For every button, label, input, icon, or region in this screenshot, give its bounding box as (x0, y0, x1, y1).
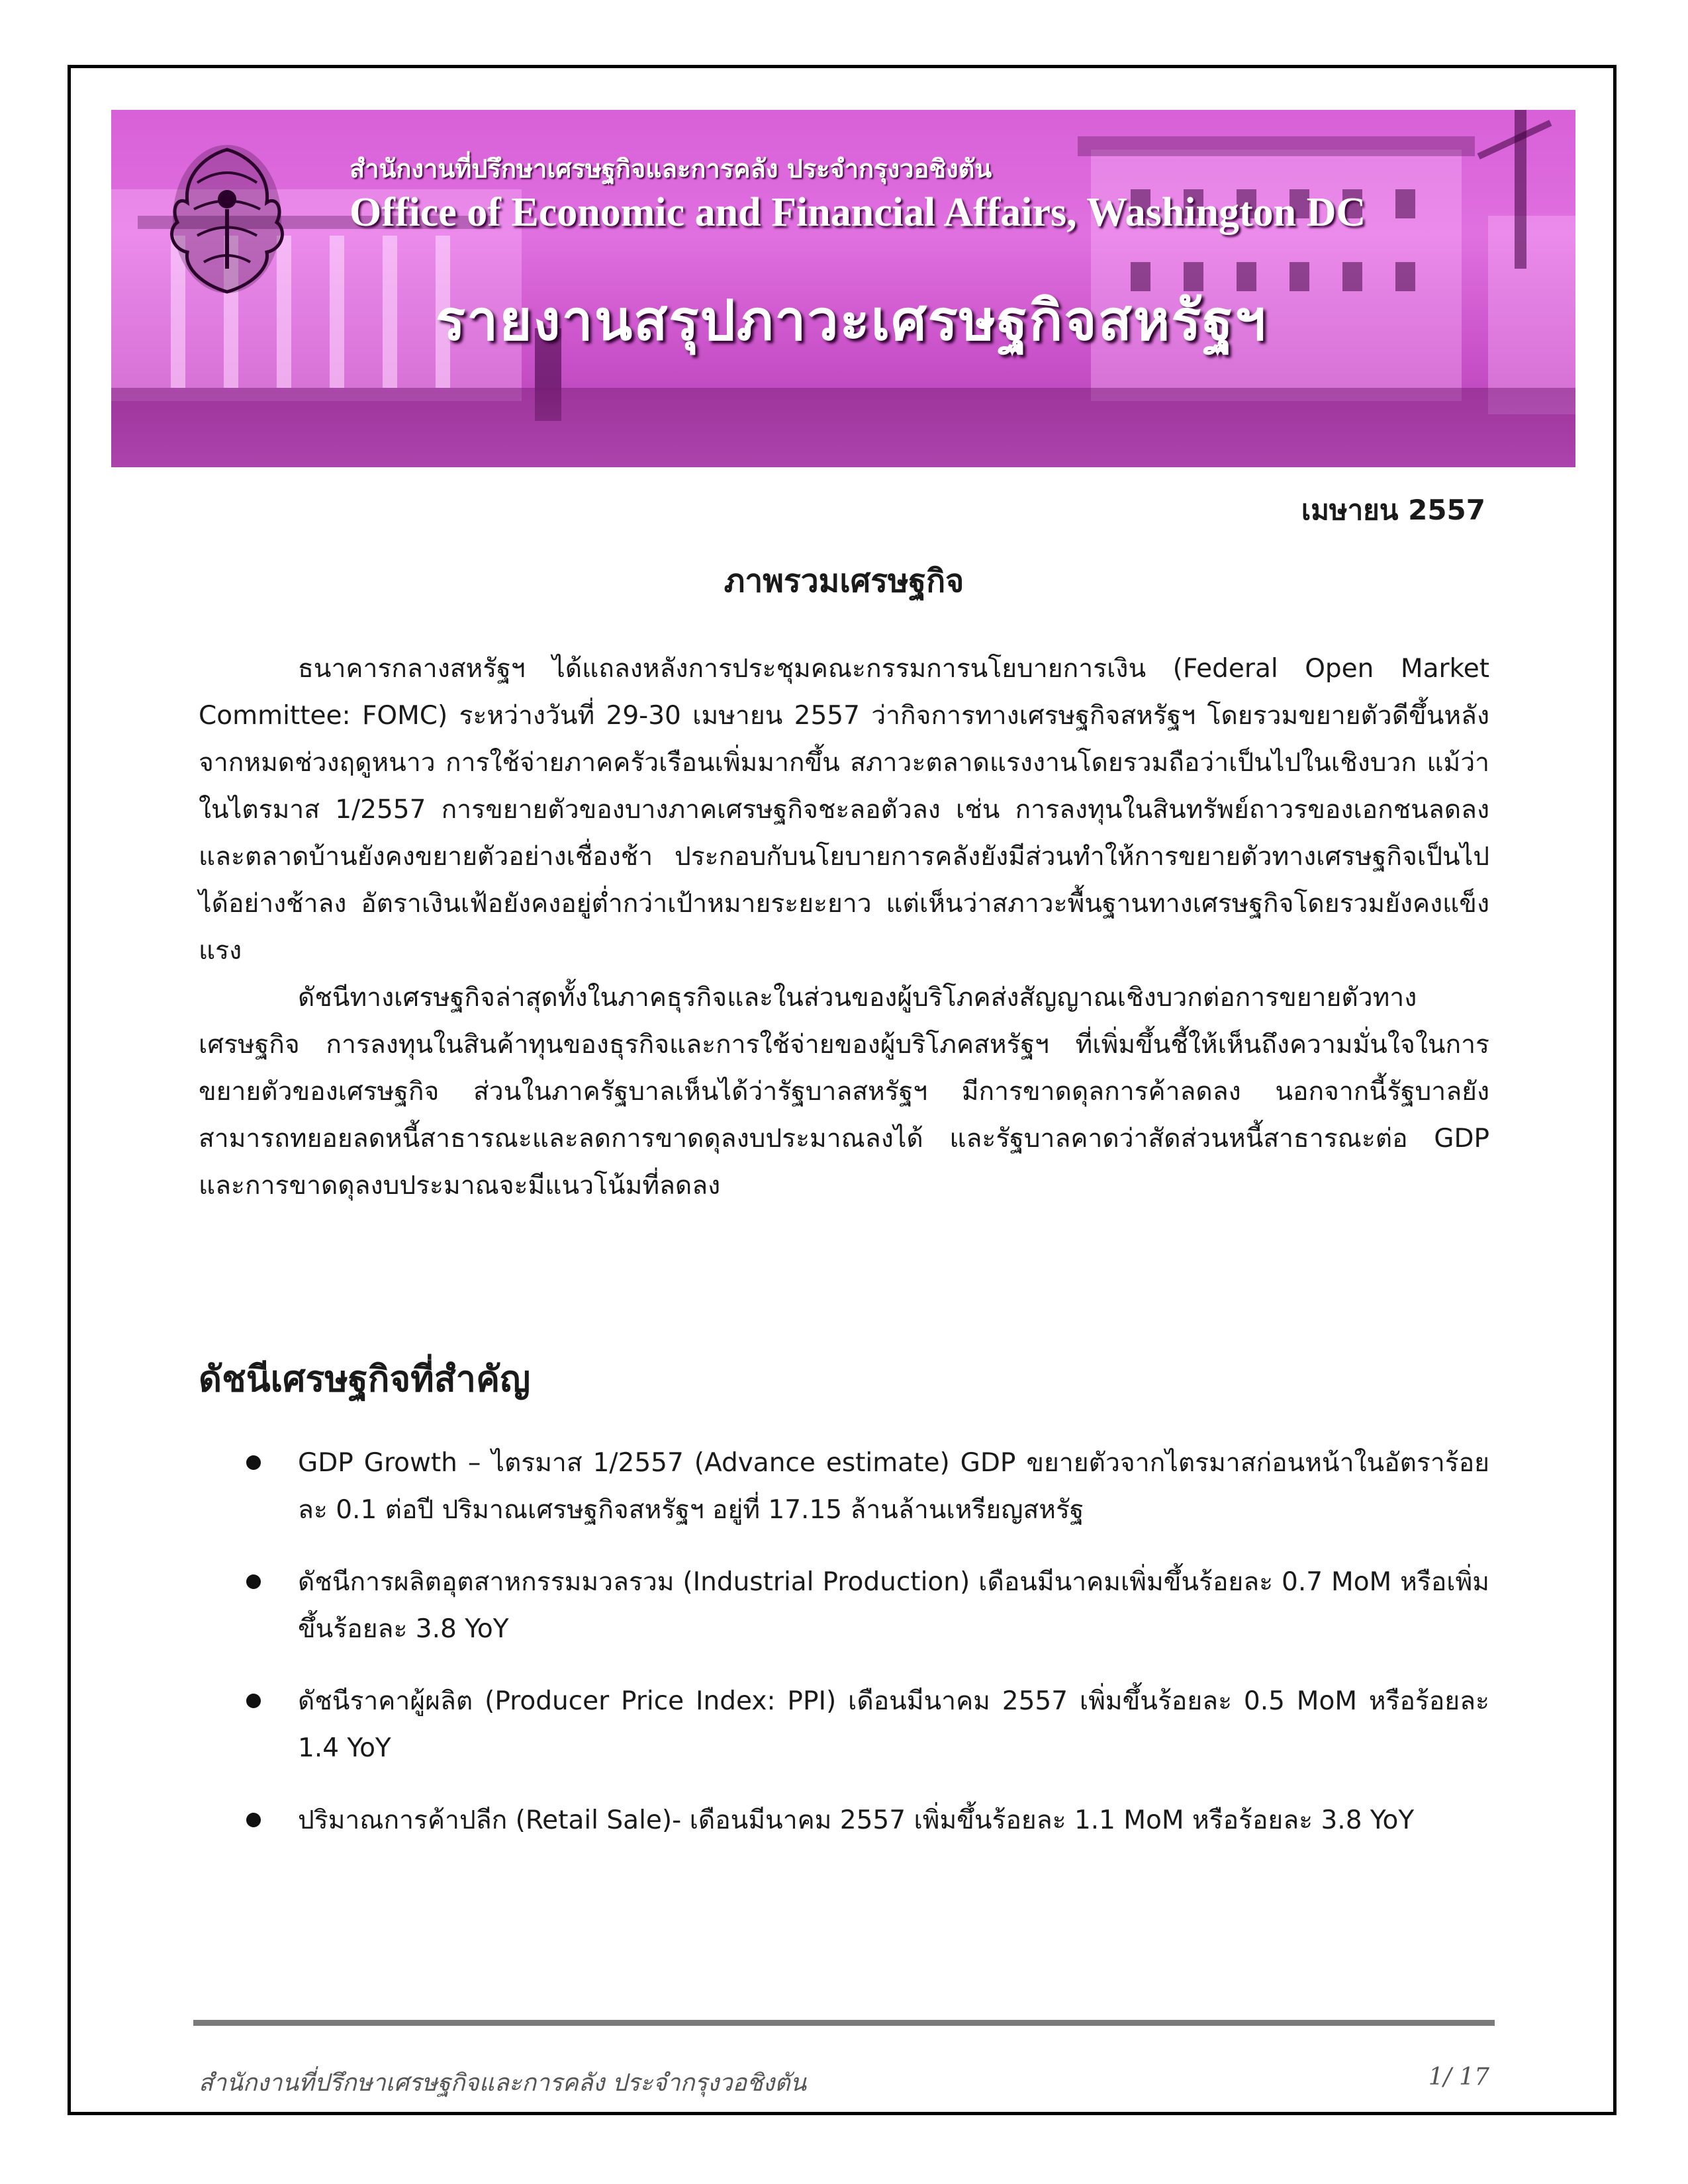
list-item (199, 1797, 1489, 1844)
overview-paragraph: ธนาคารกลางสหรัฐฯ ได้แถลงหลังการประชุมคณะกรรมการนโยบายการเงิน (Federal Open Market Committee: FOMC) ระหว่างวันที่ 29-30 เมษายน 2557 ว่ากิจการทางเศรษฐกิจสหรัฐฯ โดยรวมขยายตัวดีขึ้นหลังจากหมดช่วงฤดูหนาว การใช้จ่ายภาคครัวเรือนเพิ่มมากขึ้น สภาวะตลาดแรงงานโดยรวมถือว่าเป็นไปในเชิงบวก แม้ว่าในไตรมาส 1/2557 การขยายตัวของบางภาคเศรษฐกิจชะลอตัวลง เช่น การลงทุนในสินทรัพย์ถาวรของเอกชนลดลง และตลาดบ้านยังคงขยายตัวอย่างเชื่องช้า ประกอบกับนโยบายการคลังยังมีส่วนทำให้การขยายตัวทางเศรษฐกิจเป็นไปได้อย่างช้าลง อัตราเงินเฟ้อยังคงอยู่ต่ำกว่าเป้าหมายระยะยาว แต่เห็นว่าสภาวะพื้นฐานทางเศรษฐกิจโดยรวมยังคงแข็งแรง (199, 654, 1489, 966)
list-item (199, 1439, 1489, 1533)
overview-title: ภาพรวมเศรษฐกิจ (724, 563, 964, 600)
indicator-text: ดัชนีราคาผู้ผลิต (Producer Price Index: PPI) เดือนมีนาคม 2557 เพิ่มขึ้นร้อยละ 0.5 MoM หรือร้อยละ 1.4 YoY (298, 1686, 1489, 1763)
column (330, 236, 344, 388)
overview-paragraph: ดัชนีทางเศรษฐกิจล่าสุดทั้งในภาคธุรกิจและในส่วนของผู้บริโภคส่งสัญญาณเชิงบวกต่อการขยายตัวทางเศรษฐกิจ การลงทุนในสินค้าทุนของธุรกิจและการใช้จ่ายของผู้บริโภคสหรัฐฯ ที่เพิ่มขึ้นชี้ให้เห็นถึงความมั่นใจในการขยายตัวของเศรษฐกิจ ส่วนในภาครัฐบาลเห็นได้ว่ารัฐบาลสหรัฐฯ มีการขาดดุลการค้าลดลง นอกจากนี้รัฐบาลยังสามารถทยอยลดหนี้สาธารณะและลดการขาดดุลงบประมาณลงได้ และรัฐบาลคาดว่าสัดส่วนหนี้สาธารณะต่อ GDP และการขาดดุลงบประมาณจะมีแนวโน้มที่ลดลง (199, 983, 1489, 1201)
plaza (111, 388, 1575, 467)
window (1395, 189, 1415, 218)
header-banner (111, 110, 1575, 467)
list-item (199, 1559, 1489, 1653)
bullet-icon (246, 1574, 261, 1589)
report-title: รายงานสรุปภาวะเศรษฐกิจสหรัฐฯ (436, 287, 1267, 353)
bullet-icon (246, 1694, 261, 1708)
indicator-text: ดัชนีการผลิตอุตสาหกรรมมวลรวม (Industrial Production) เดือนมีนาคมเพิ่มขึ้นร้อยละ 0.7 MoM หรือเพิ่มขึ้นร้อยละ 3.8 YoY (298, 1567, 1489, 1644)
column (383, 236, 397, 388)
garuda-emblem-icon (158, 136, 297, 302)
indicators-title: ดัชนีเศรษฐกิจที่สำคัญ (199, 1358, 531, 1400)
indicator-text: GDP Growth – ไตรมาส 1/2557 (Advance estimate) GDP ขยายตัวจากไตรมาสก่อนหน้าในอัตราร้อยละ 0.1 ต่อปี ปริมาณเศรษฐกิจสหรัฐฯ อยู่ที่ 17.15 ล้านล้านเหรียญสหรัฐ (298, 1448, 1489, 1525)
window (1395, 262, 1415, 291)
building-roofline (1078, 136, 1475, 156)
banner-thai-office: สำนักงานที่ปรึกษาเศรษฐกิจและการคลัง ประจำกรุงวอชิงตัน (350, 154, 992, 183)
page-number: 1/ 17 (1428, 2064, 1489, 2091)
bullet-icon (246, 1455, 261, 1470)
footer-office: สำนักงานที่ปรึกษาเศรษฐกิจและการคลัง ประจำกรุงวอชิงตัน (199, 2070, 807, 2097)
report-date: เมษายน 2557 (1301, 494, 1485, 526)
window (1289, 262, 1309, 291)
bullet-icon (246, 1813, 261, 1827)
side-building (1488, 216, 1575, 414)
indicators-list (199, 1439, 1489, 1869)
indicator-text: ปริมาณการค้าปลีก (Retail Sale)- เดือนมีนาคม 2557 เพิ่มขึ้นร้อยละ 1.1 MoM หรือร้อยละ 3.8 YoY (298, 1805, 1415, 1835)
window (1342, 262, 1362, 291)
list-item (199, 1678, 1489, 1772)
footer-divider (193, 2020, 1495, 2026)
overview-body (199, 645, 1489, 1209)
banner-english-office: Office of Economic and Financial Affairs, Washington DC (350, 190, 1366, 235)
